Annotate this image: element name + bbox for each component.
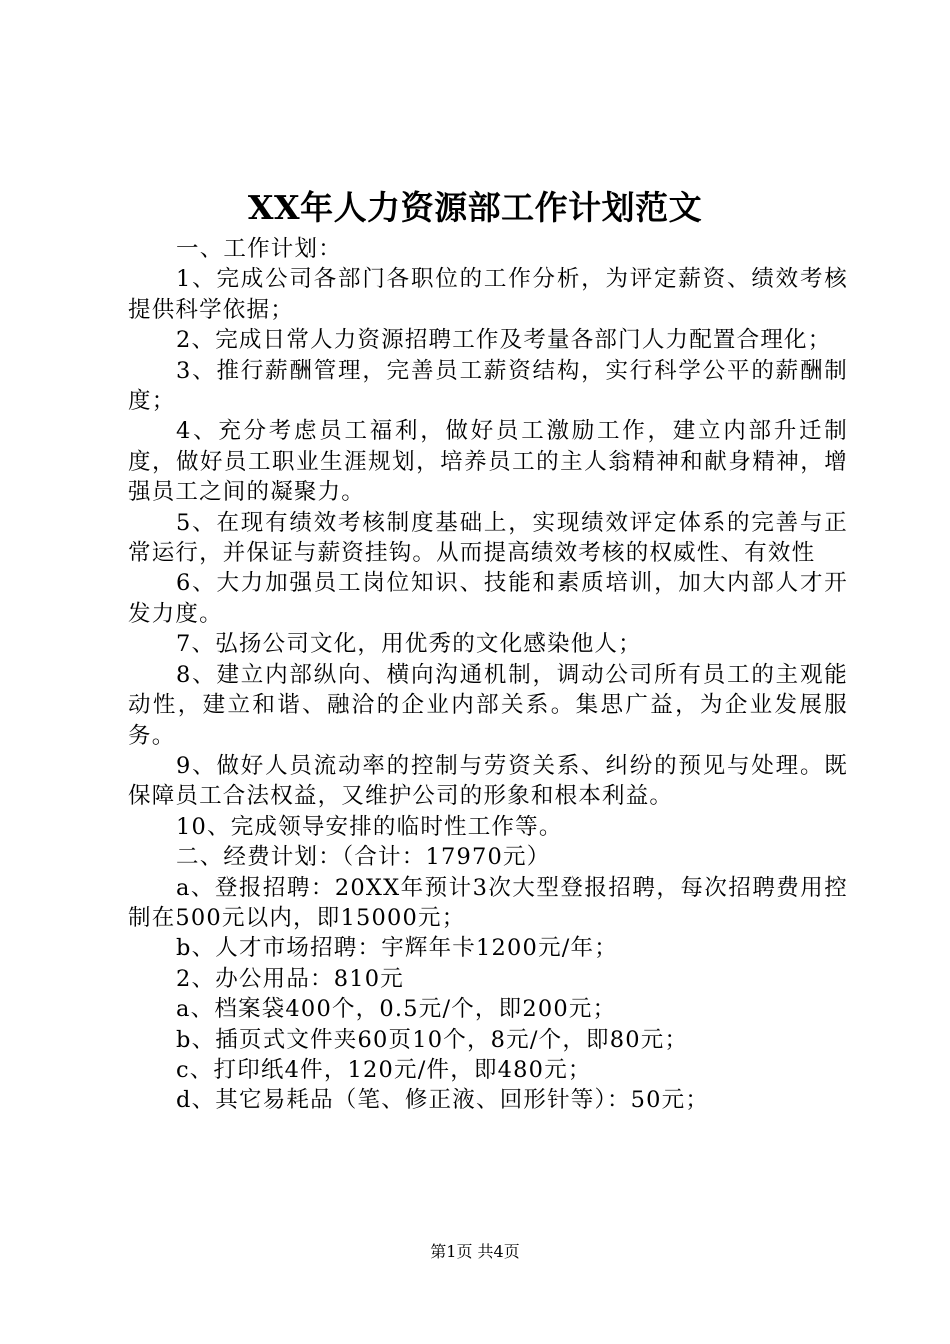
budget-item-office-supplies: 2、办公用品：810元 [176,965,404,992]
budget-item-newspaper-recruiting: a、登报招聘：20XX年预计3次大型登报招聘，每次招聘费用控制在500元以内，即15000元； [128,874,848,931]
work-plan-item-9: 9、做好人员流动率的控制与劳资关系、纠纷的预见与处理。既保障员工合法权益，又维护公司的形象和根本利益。 [128,752,848,810]
work-plan-item-8: 8、建立内部纵向、横向沟通机制，调动公司所有员工的主观能动性，建立和谐、融洽的企业内部关系。集思广益，为企业发展服务。 [128,661,848,749]
section-heading-work-plan: 一、工作计划： [176,236,342,262]
work-plan-item-3: 3、推行薪酬管理，完善员工薪资结构，实行科学公平的薪酬制度； [128,357,848,415]
work-plan-item-1: 1、完成公司各部门各职位的工作分析，为评定薪资、绩效考核提供科学依据； [128,266,848,323]
budget-item-folders: b、插页式文件夹60页10个，8元/个，即80元； [176,1026,689,1053]
document-body [128,234,848,1116]
work-plan-item-4: 4、充分考虑员工福利，做好员工激励工作，建立内部升迁制度，做好员工职业生涯规划，培养员工的主人翁精神和献身精神，增强员工之间的凝聚力。 [128,418,848,506]
work-plan-item-2: 2、完成日常人力资源招聘工作及考量各部门人力配置合理化； [176,327,832,354]
budget-item-talent-market: b、人才市场招聘：宇辉年卡1200元/年； [176,935,618,962]
budget-item-file-bags: a、档案袋400个，0.5元/个，即200元； [176,996,617,1023]
document-title: XX年人力资源部工作计划范文 [247,188,703,227]
work-plan-item-10: 10、完成领导安排的临时性工作等。 [176,813,563,840]
page-footer: 第1页 共4页 [430,1242,520,1261]
work-plan-item-5: 5、在现有绩效考核制度基础上，实现绩效评定体系的完善与正常运行，并保证与薪资挂钩。从而提高绩效考核的权威性、有效性 [128,509,848,567]
budget-item-consumables: d、其它易耗品（笔、修正液、回形针等）：50元； [176,1087,710,1114]
section-heading-budget: 二、经费计划：（合计：17970元） [176,844,551,871]
budget-item-printer-paper: c、打印纸4件，120元/件，即480元； [176,1056,592,1083]
work-plan-item-6: 6、大力加强员工岗位知识、技能和素质培训，加大内部人才开发力度。 [128,570,848,627]
work-plan-item-7: 7、弘扬公司文化，用优秀的文化感染他人； [176,631,642,658]
